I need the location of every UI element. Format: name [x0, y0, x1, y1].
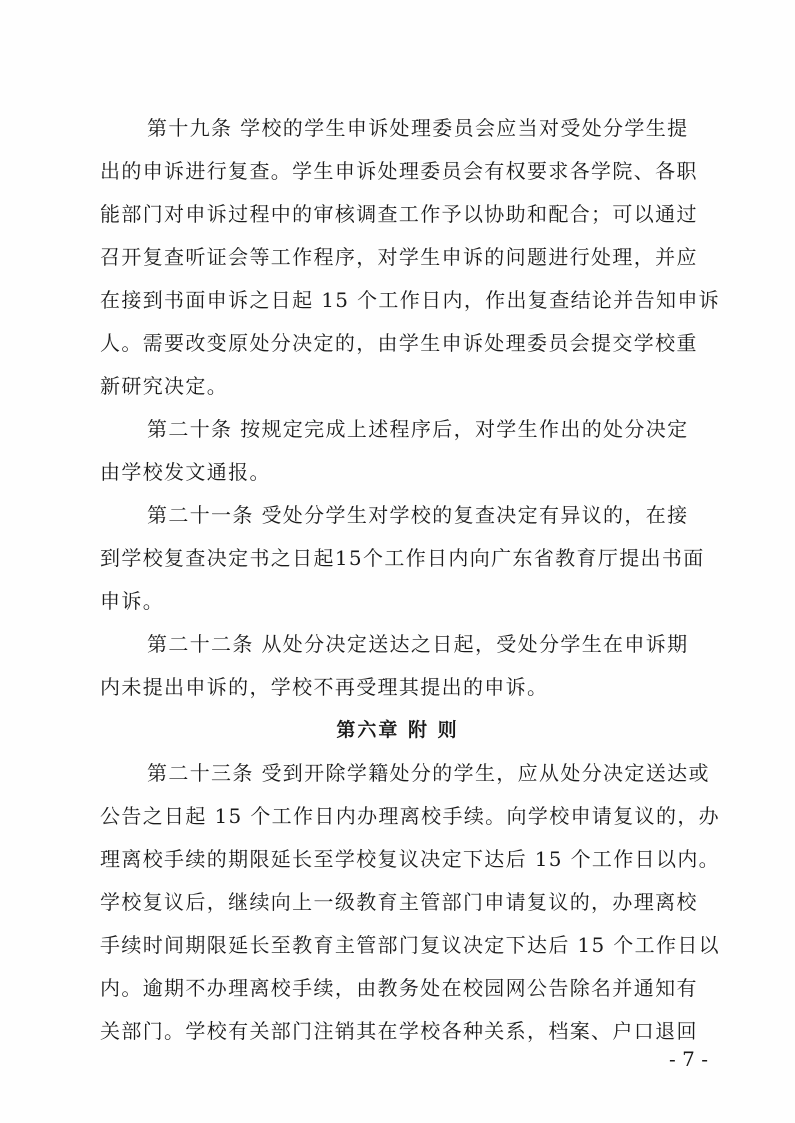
article-19-line-5: 在接到书面申诉之日起 15 个工作日内，作出复查结论并告知申诉	[100, 288, 721, 312]
article-23-line-5: 手续时间期限延长至教育主管部门复议决定下达后 15 个工作日以	[100, 933, 721, 957]
article-19-line-6: 人。需要改变原处分决定的，由学生申诉处理委员会提交学校重	[100, 331, 698, 355]
article-21-line-1: 第二十一条 受处分学生对学校的复查决定有异议的，在接	[147, 503, 689, 527]
article-21-line-2: 到学校复查决定书之日起15个工作日内向广东省教育厅提出书面	[100, 546, 705, 570]
article-19-line-4: 召开复查听证会等工作程序，对学生申诉的问题进行处理，并应	[100, 245, 698, 269]
article-21-line-3: 申诉。	[100, 589, 165, 613]
article-19-line-2: 出的申诉进行复查。学生申诉处理委员会有权要求各学院、各职	[100, 159, 698, 183]
chapter-heading: 第六章 附 则	[336, 719, 459, 741]
article-20-line-2: 由学校发文通报。	[100, 460, 271, 484]
article-23-line-4: 学校复议后，继续向上一级教育主管部门申请复议的，办理离校	[100, 890, 698, 914]
article-23-line-7: 关部门。学校有关部门注销其在学校各种关系，档案、户口退回	[100, 1019, 698, 1043]
article-20-line-1: 第二十条 按规定完成上述程序后，对学生作出的处分决定	[147, 417, 689, 441]
article-23-line-6: 内。逾期不办理离校手续，由教务处在校园网公告除名并通知有	[100, 976, 698, 1000]
article-22-line-1: 第二十二条 从处分决定送达之日起，受处分学生在申诉期	[147, 632, 689, 656]
article-19-line-1: 第十九条 学校的学生申诉处理委员会应当对受处分学生提	[147, 116, 689, 140]
article-23-line-1: 第二十三条 受到开除学籍处分的学生，应从处分决定送达或	[147, 761, 710, 785]
article-19-line-3: 能部门对申诉过程中的审核调查工作予以协助和配合；可以通过	[100, 202, 698, 226]
article-22-line-2: 内未提出申诉的，学校不再受理其提出的申诉。	[100, 675, 549, 699]
page-number: - 7 -	[669, 1047, 708, 1071]
article-23-line-3: 理离校手续的期限延长至学校复议决定下达后 15 个工作日以内。	[100, 847, 721, 871]
article-23-line-2: 公告之日起 15 个工作日内办理离校手续。向学校申请复议的，办	[100, 804, 721, 828]
article-19-line-7: 新研究决定。	[100, 374, 229, 398]
